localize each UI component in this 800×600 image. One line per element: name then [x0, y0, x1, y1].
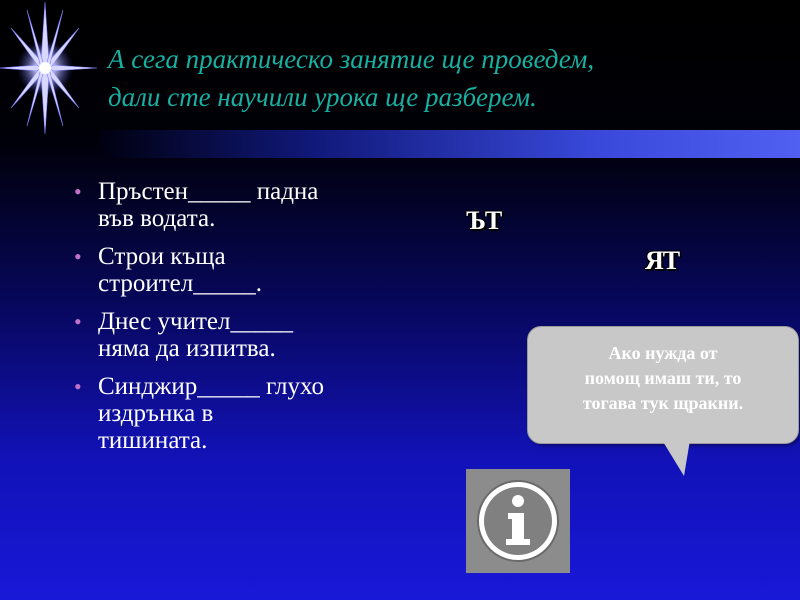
answer-choice-yat[interactable]: ЯТ [645, 246, 680, 275]
exercise-text: Строи къща [98, 243, 226, 270]
callout-pointer [660, 440, 700, 476]
help-line-3: тогава тук щракни. [582, 393, 744, 413]
help-line-1: Ако нужда от [608, 343, 718, 363]
exercise-text: във водата. [98, 205, 216, 232]
help-callout [527, 326, 799, 444]
slide-title-line-2: дали сте научили урока ще разберем. [108, 82, 537, 112]
exercise-text: строител_____. [98, 270, 262, 297]
list-item [72, 373, 402, 454]
bullet-marker: • [74, 374, 82, 399]
slide-title [108, 40, 788, 116]
exercise-text: Синджир_____ глухо [98, 373, 325, 400]
bullet-marker: • [74, 244, 82, 269]
exercise-text: Днес учител_____ [98, 308, 293, 335]
info-icon [474, 477, 562, 565]
exercise-text: Пръстен_____ падна [98, 178, 319, 205]
list-item [72, 308, 402, 362]
exercise-text: тишината. [98, 427, 208, 454]
list-item [72, 243, 402, 297]
help-line-2: помощ имаш ти, то [584, 368, 742, 388]
answer-choice-ut[interactable]: ЪТ [466, 206, 502, 235]
exercise-text: издрънка в [98, 400, 214, 427]
help-callout-text [528, 341, 798, 416]
sparkle-star-icon [0, 0, 100, 140]
exercise-list [72, 178, 402, 465]
list-item [72, 178, 402, 232]
help-info-button[interactable] [466, 469, 570, 573]
exercise-text: няма да изпитва. [98, 335, 276, 362]
slide-title-line-1: А сега практическо занятие ще проведем, [108, 44, 595, 74]
bullet-marker: • [74, 309, 82, 334]
title-divider-bar [100, 130, 800, 158]
bullet-marker: • [74, 179, 82, 204]
